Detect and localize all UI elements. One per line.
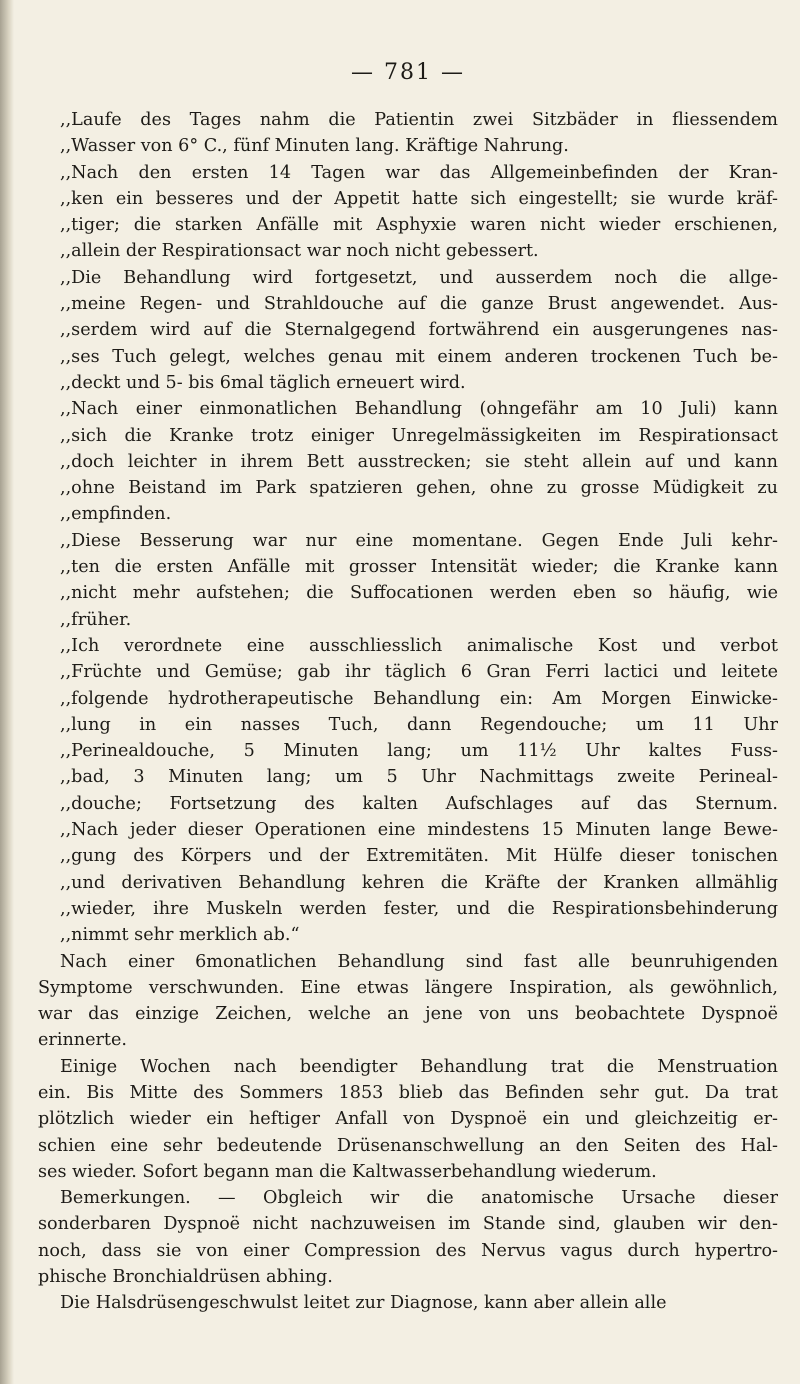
text-line: ,,gung des Körpers und der Extremitäten. Mit Hülfe dieser tonischen [60,846,778,867]
text-line: ,,nicht mehr aufstehen; die Suffocationen werden eben so häufig, wie [60,583,778,604]
body-paragraph [38,1290,778,1316]
quoted-paragraph [38,265,778,396]
quoted-paragraph [38,107,778,160]
text-line: ,,sich die Kranke trotz einiger Unregelmässigkeiten im Respirationsact [60,425,778,446]
text-line: ,,und derivativen Behandlung kehren die Kräfte der Kranken allmählig [60,872,778,893]
text-line: ,,meine Regen- und Strahldouche auf die ganze Brust angewendet. Aus- [60,294,778,315]
page-text [38,107,778,1317]
text-line: ein. Bis Mitte des Sommers 1853 blieb das Befinden sehr gut. Da trat [38,1082,778,1103]
text-line: plötzlich wieder ein heftiger Anfall von Dyspnoë ein und gleichzeitig er- [38,1109,778,1130]
body-paragraph [38,1054,778,1185]
quoted-paragraph [38,528,778,633]
text-line: ,,lung in ein nasses Tuch, dann Regendouche; um 11 Uhr [60,714,778,735]
text-line: ,,ten die ersten Anfälle mit grosser Intensität wieder; die Kranke kann [60,557,778,578]
text-line: ,,Früchte und Gemüse; gab ihr täglich 6 Gran Ferri lactici und leitete [60,662,778,683]
body-paragraph [38,1185,778,1290]
quoted-paragraph [38,396,778,527]
text-line: war das einzige Zeichen, welche an jene von uns beobachtete Dyspnoë [38,1004,778,1025]
text-line: schien eine sehr bedeutende Drüsenanschwellung an den Seiten des Hal- [38,1135,778,1156]
text-line: Die Halsdrüsengeschwulst leitet zur Diagnose, kann aber allein alle [60,1293,667,1314]
text-line: Einige Wochen nach beendigter Behandlung trat die Menstruation [60,1056,778,1077]
text-line: ,,Ich verordnete eine ausschliesslich animalische Kost und verbot [60,635,778,656]
quoted-paragraph [38,160,778,265]
text-line: ,,empfinden. [60,504,172,525]
text-line: phische Bronchialdrüsen abhing. [38,1267,333,1288]
text-line: ,,douche; Fortsetzung des kalten Aufschlages auf das Sternum. [60,793,778,814]
text-line: erinnerte. [38,1030,128,1051]
text-line: noch, dass sie von einer Compression des Nervus vagus durch hypertro- [38,1240,778,1261]
body-paragraph [38,949,778,1054]
page-number: — 781 — [351,60,465,85]
text-line: ,,tiger; die starken Anfälle mit Asphyxie waren nicht wieder erschienen, [60,215,778,236]
text-line: Nach einer 6monatlichen Behandlung sind fast alle beunruhigenden [60,951,778,972]
text-line: ,,doch leichter in ihrem Bett ausstrecken; sie steht allein auf und kann [60,451,778,472]
text-line: ,,Die Behandlung wird fortgesetzt, und ausserdem noch die allge- [60,267,778,288]
text-line: ,,deckt und 5- bis 6mal täglich erneuert wird. [60,372,466,393]
text-line: ,,serdem wird auf die Sternalgegend fortwährend ein ausgerungenes nas- [60,320,778,341]
text-line: ,,Nach jeder dieser Operationen eine mindestens 15 Minuten lange Bewe- [60,820,778,841]
text-line: Bemerkungen. — Obgleich wir die anatomische Ursache dieser [60,1188,778,1209]
text-line: ,,nimmt sehr merklich ab.“ [60,925,300,946]
text-line: ,,allein der Respirationsact war noch nicht gebessert. [60,241,539,262]
text-line: ,,Diese Besserung war nur eine momentane. Gegen Ende Juli kehr- [60,530,778,551]
text-line: ,,ken ein besseres und der Appetit hatte sich eingestellt; sie wurde kräf- [60,188,778,209]
text-line: ses wieder. Sofort begann man die Kaltwasserbehandlung wiederum. [38,1161,657,1182]
text-line: ,,wieder, ihre Muskeln werden fester, und die Respirationsbehinderung [60,898,778,919]
text-line: ,,folgende hydrotherapeutische Behandlung ein: Am Morgen Einwicke- [60,688,778,709]
text-line: ,,Laufe des Tages nahm die Patientin zwei Sitzbäder in fliessendem [60,110,778,130]
text-line: ,,ses Tuch gelegt, welches genau mit einem anderen trockenen Tuch be- [60,346,778,367]
text-line: ,,Wasser von 6° C., fünf Minuten lang. Kräftige Nahrung. [60,136,569,157]
text-line: ,,Nach einer einmonatlichen Behandlung (ohngefähr am 10 Juli) kann [60,399,778,420]
text-line: sonderbaren Dyspnoë nicht nachzuweisen im Stande sind, glauben wir den- [38,1214,778,1235]
text-line: ,,ohne Beistand im Park spatzieren gehen, ohne zu grosse Müdigkeit zu [60,478,778,499]
text-line: ,,Nach den ersten 14 Tagen war das Allgemeinbefinden der Kran- [60,162,778,183]
text-line: ,,Perinealdouche, 5 Minuten lang; um 11½ Uhr kaltes Fuss- [60,741,778,762]
text-line: ,,früher. [60,609,132,630]
quoted-paragraph [38,633,778,949]
text-line: Symptome verschwunden. Eine etwas längere Inspiration, als gewöhnlich, [38,977,778,998]
text-line: ,,bad, 3 Minuten lang; um 5 Uhr Nachmittags zweite Perineal- [60,767,778,788]
